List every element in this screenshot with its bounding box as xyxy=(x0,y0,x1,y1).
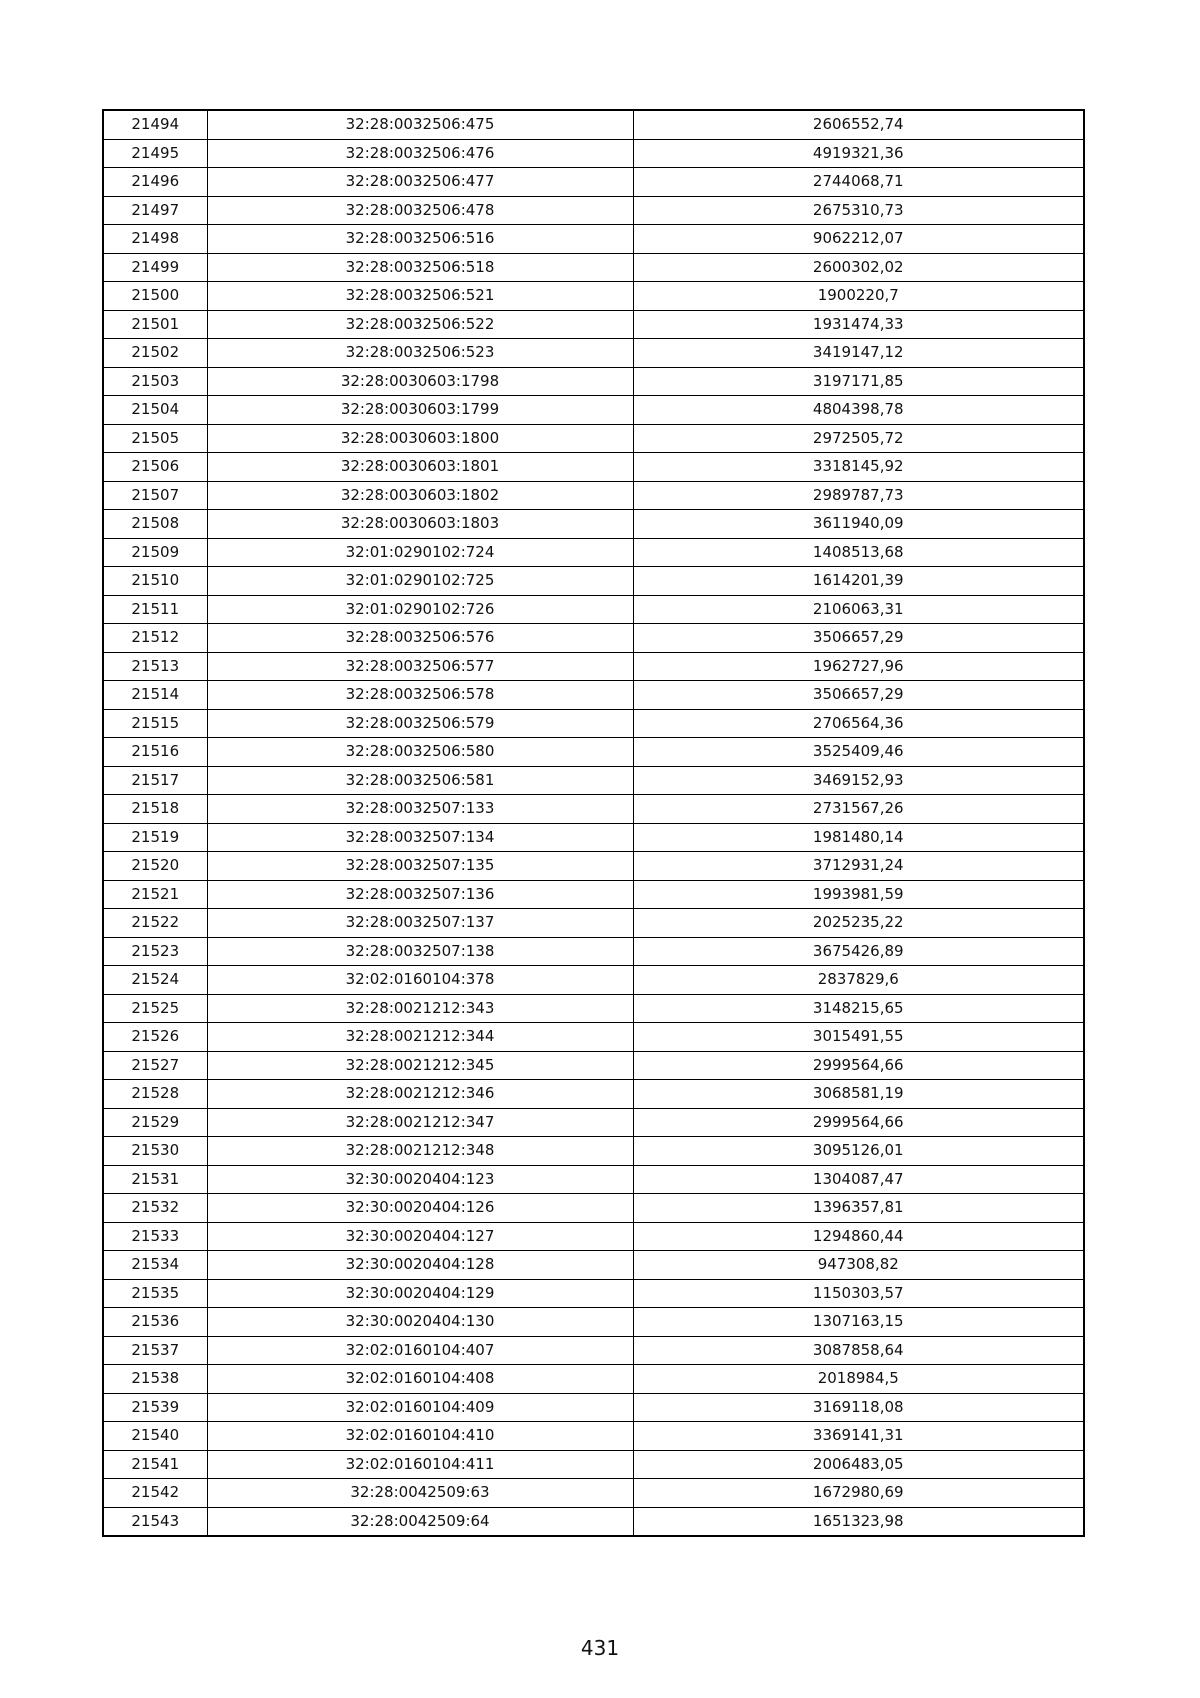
row-number-cell: 21502 xyxy=(103,339,207,368)
table-row xyxy=(103,1279,1084,1308)
table-row xyxy=(103,624,1084,653)
row-number-cell: 21525 xyxy=(103,994,207,1023)
value-cell: 1304087,47 xyxy=(633,1165,1084,1194)
cadastral-number-cell: 32:30:0020404:126 xyxy=(207,1194,633,1223)
table-row xyxy=(103,225,1084,254)
table-row xyxy=(103,110,1084,139)
cadastral-number-cell: 32:28:0032506:580 xyxy=(207,738,633,767)
value-cell: 2606552,74 xyxy=(633,110,1084,139)
cadastral-number-cell: 32:30:0020404:129 xyxy=(207,1279,633,1308)
row-number-cell: 21518 xyxy=(103,795,207,824)
cadastral-number-cell: 32:28:0030603:1798 xyxy=(207,367,633,396)
row-number-cell: 21526 xyxy=(103,1023,207,1052)
table-row xyxy=(103,367,1084,396)
row-number-cell: 21519 xyxy=(103,823,207,852)
table-row xyxy=(103,1336,1084,1365)
value-cell: 2600302,02 xyxy=(633,253,1084,282)
table-row xyxy=(103,1051,1084,1080)
value-cell: 2744068,71 xyxy=(633,168,1084,197)
table-row xyxy=(103,253,1084,282)
table-row xyxy=(103,681,1084,710)
row-number-cell: 21503 xyxy=(103,367,207,396)
cadastral-number-cell: 32:01:0290102:724 xyxy=(207,538,633,567)
value-cell: 2972505,72 xyxy=(633,424,1084,453)
table-row xyxy=(103,766,1084,795)
value-cell: 3419147,12 xyxy=(633,339,1084,368)
cadastral-number-cell: 32:28:0030603:1803 xyxy=(207,510,633,539)
table-row xyxy=(103,310,1084,339)
row-number-cell: 21537 xyxy=(103,1336,207,1365)
cadastral-number-cell: 32:28:0032506:516 xyxy=(207,225,633,254)
row-number-cell: 21543 xyxy=(103,1507,207,1536)
cadastral-number-cell: 32:28:0032507:136 xyxy=(207,880,633,909)
row-number-cell: 21515 xyxy=(103,709,207,738)
value-cell: 3675426,89 xyxy=(633,937,1084,966)
table-row xyxy=(103,1479,1084,1508)
row-number-cell: 21509 xyxy=(103,538,207,567)
row-number-cell: 21513 xyxy=(103,652,207,681)
row-number-cell: 21506 xyxy=(103,453,207,482)
row-number-cell: 21498 xyxy=(103,225,207,254)
row-number-cell: 21539 xyxy=(103,1393,207,1422)
value-cell: 2675310,73 xyxy=(633,196,1084,225)
table-row xyxy=(103,738,1084,767)
row-number-cell: 21538 xyxy=(103,1365,207,1394)
value-cell: 1672980,69 xyxy=(633,1479,1084,1508)
table-row xyxy=(103,1080,1084,1109)
cadastral-number-cell: 32:28:0032507:135 xyxy=(207,852,633,881)
table-row xyxy=(103,795,1084,824)
cadastral-number-cell: 32:28:0042509:64 xyxy=(207,1507,633,1536)
table-row xyxy=(103,1450,1084,1479)
value-cell: 3169118,08 xyxy=(633,1393,1084,1422)
value-cell: 1651323,98 xyxy=(633,1507,1084,1536)
table-row xyxy=(103,1422,1084,1451)
value-cell: 1900220,7 xyxy=(633,282,1084,311)
table-row xyxy=(103,966,1084,995)
value-cell: 3469152,93 xyxy=(633,766,1084,795)
value-cell: 3148215,65 xyxy=(633,994,1084,1023)
cadastral-number-cell: 32:28:0032506:521 xyxy=(207,282,633,311)
value-cell: 1981480,14 xyxy=(633,823,1084,852)
table-row xyxy=(103,1165,1084,1194)
value-cell: 1294860,44 xyxy=(633,1222,1084,1251)
cadastral-number-cell: 32:28:0021212:348 xyxy=(207,1137,633,1166)
row-number-cell: 21499 xyxy=(103,253,207,282)
row-number-cell: 21522 xyxy=(103,909,207,938)
cadastral-number-cell: 32:02:0160104:410 xyxy=(207,1422,633,1451)
table-row xyxy=(103,481,1084,510)
table-row xyxy=(103,1365,1084,1394)
cadastral-number-cell: 32:28:0032506:476 xyxy=(207,139,633,168)
table-row xyxy=(103,139,1084,168)
value-cell: 3068581,19 xyxy=(633,1080,1084,1109)
row-number-cell: 21510 xyxy=(103,567,207,596)
table-row xyxy=(103,538,1084,567)
table-row xyxy=(103,567,1084,596)
row-number-cell: 21540 xyxy=(103,1422,207,1451)
table-row xyxy=(103,1251,1084,1280)
cadastral-number-cell: 32:30:0020404:128 xyxy=(207,1251,633,1280)
cadastral-number-cell: 32:28:0021212:344 xyxy=(207,1023,633,1052)
row-number-cell: 21500 xyxy=(103,282,207,311)
cadastral-number-cell: 32:02:0160104:407 xyxy=(207,1336,633,1365)
row-number-cell: 21497 xyxy=(103,196,207,225)
value-cell: 1307163,15 xyxy=(633,1308,1084,1337)
table-row xyxy=(103,1308,1084,1337)
cadastral-number-cell: 32:28:0021212:343 xyxy=(207,994,633,1023)
row-number-cell: 21494 xyxy=(103,110,207,139)
value-cell: 3318145,92 xyxy=(633,453,1084,482)
table-row xyxy=(103,510,1084,539)
cadastral-number-cell: 32:02:0160104:378 xyxy=(207,966,633,995)
value-cell: 3712931,24 xyxy=(633,852,1084,881)
row-number-cell: 21514 xyxy=(103,681,207,710)
value-cell: 2106063,31 xyxy=(633,595,1084,624)
cadastral-number-cell: 32:28:0032506:578 xyxy=(207,681,633,710)
value-cell: 4919321,36 xyxy=(633,139,1084,168)
row-number-cell: 21507 xyxy=(103,481,207,510)
row-number-cell: 21536 xyxy=(103,1308,207,1337)
value-cell: 1408513,68 xyxy=(633,538,1084,567)
table-row xyxy=(103,1137,1084,1166)
row-number-cell: 21511 xyxy=(103,595,207,624)
value-cell: 3369141,31 xyxy=(633,1422,1084,1451)
value-cell: 2999564,66 xyxy=(633,1108,1084,1137)
table-row xyxy=(103,196,1084,225)
cadastral-number-cell: 32:28:0032507:137 xyxy=(207,909,633,938)
cadastral-number-cell: 32:28:0032507:134 xyxy=(207,823,633,852)
row-number-cell: 21534 xyxy=(103,1251,207,1280)
cadastral-number-cell: 32:28:0030603:1802 xyxy=(207,481,633,510)
cadastral-number-cell: 32:02:0160104:409 xyxy=(207,1393,633,1422)
value-cell: 2731567,26 xyxy=(633,795,1084,824)
table-row xyxy=(103,1222,1084,1251)
value-cell: 1962727,96 xyxy=(633,652,1084,681)
table-row xyxy=(103,168,1084,197)
value-cell: 2018984,5 xyxy=(633,1365,1084,1394)
cadastral-number-cell: 32:28:0032506:477 xyxy=(207,168,633,197)
row-number-cell: 21542 xyxy=(103,1479,207,1508)
cadastral-number-cell: 32:28:0032506:518 xyxy=(207,253,633,282)
value-cell: 2999564,66 xyxy=(633,1051,1084,1080)
row-number-cell: 21527 xyxy=(103,1051,207,1080)
table-row xyxy=(103,453,1084,482)
table-row xyxy=(103,909,1084,938)
row-number-cell: 21524 xyxy=(103,966,207,995)
page-number: 431 xyxy=(580,1636,620,1660)
value-cell: 1150303,57 xyxy=(633,1279,1084,1308)
cadastral-number-cell: 32:28:0032506:522 xyxy=(207,310,633,339)
table-row xyxy=(103,1023,1084,1052)
value-cell: 3015491,55 xyxy=(633,1023,1084,1052)
value-cell: 2837829,6 xyxy=(633,966,1084,995)
value-cell: 1396357,81 xyxy=(633,1194,1084,1223)
cadastral-number-cell: 32:02:0160104:408 xyxy=(207,1365,633,1394)
value-cell: 2006483,05 xyxy=(633,1450,1084,1479)
value-cell: 3611940,09 xyxy=(633,510,1084,539)
cadastral-number-cell: 32:01:0290102:725 xyxy=(207,567,633,596)
table-row xyxy=(103,1194,1084,1223)
value-cell: 2989787,73 xyxy=(633,481,1084,510)
table-row xyxy=(103,424,1084,453)
row-number-cell: 21521 xyxy=(103,880,207,909)
row-number-cell: 21528 xyxy=(103,1080,207,1109)
cadastral-number-cell: 32:28:0032506:581 xyxy=(207,766,633,795)
cadastral-number-cell: 32:28:0032506:577 xyxy=(207,652,633,681)
table-row xyxy=(103,595,1084,624)
row-number-cell: 21508 xyxy=(103,510,207,539)
cadastral-number-cell: 32:28:0032507:138 xyxy=(207,937,633,966)
row-number-cell: 21535 xyxy=(103,1279,207,1308)
cadastral-number-cell: 32:01:0290102:726 xyxy=(207,595,633,624)
row-number-cell: 21532 xyxy=(103,1194,207,1223)
table-row xyxy=(103,852,1084,881)
table-row xyxy=(103,880,1084,909)
table-row xyxy=(103,1507,1084,1536)
cadastral-number-cell: 32:28:0032507:133 xyxy=(207,795,633,824)
cadastral-number-cell: 32:28:0042509:63 xyxy=(207,1479,633,1508)
cadastral-number-cell: 32:30:0020404:130 xyxy=(207,1308,633,1337)
value-cell: 3197171,85 xyxy=(633,367,1084,396)
value-cell: 3506657,29 xyxy=(633,681,1084,710)
row-number-cell: 21505 xyxy=(103,424,207,453)
row-number-cell: 21533 xyxy=(103,1222,207,1251)
row-number-cell: 21516 xyxy=(103,738,207,767)
cadastral-number-cell: 32:28:0030603:1800 xyxy=(207,424,633,453)
row-number-cell: 21541 xyxy=(103,1450,207,1479)
cadastral-number-cell: 32:28:0030603:1799 xyxy=(207,396,633,425)
value-cell: 3095126,01 xyxy=(633,1137,1084,1166)
cadastral-number-cell: 32:28:0021212:347 xyxy=(207,1108,633,1137)
row-number-cell: 21529 xyxy=(103,1108,207,1137)
table-row xyxy=(103,823,1084,852)
value-cell: 2706564,36 xyxy=(633,709,1084,738)
cadastral-number-cell: 32:28:0021212:345 xyxy=(207,1051,633,1080)
table-row xyxy=(103,396,1084,425)
table-body xyxy=(103,110,1084,1536)
value-cell: 2025235,22 xyxy=(633,909,1084,938)
table-row xyxy=(103,652,1084,681)
value-cell: 3087858,64 xyxy=(633,1336,1084,1365)
row-number-cell: 21531 xyxy=(103,1165,207,1194)
row-number-cell: 21512 xyxy=(103,624,207,653)
value-cell: 1931474,33 xyxy=(633,310,1084,339)
cadastral-number-cell: 32:28:0032506:478 xyxy=(207,196,633,225)
row-number-cell: 21530 xyxy=(103,1137,207,1166)
table-row xyxy=(103,282,1084,311)
table-row xyxy=(103,1108,1084,1137)
cadastral-number-cell: 32:02:0160104:411 xyxy=(207,1450,633,1479)
table-row xyxy=(103,339,1084,368)
value-cell: 947308,82 xyxy=(633,1251,1084,1280)
cadastral-number-cell: 32:28:0032506:579 xyxy=(207,709,633,738)
table-row xyxy=(103,994,1084,1023)
value-cell: 4804398,78 xyxy=(633,396,1084,425)
cadastral-number-cell: 32:28:0030603:1801 xyxy=(207,453,633,482)
value-cell: 3525409,46 xyxy=(633,738,1084,767)
cadastral-number-cell: 32:28:0032506:523 xyxy=(207,339,633,368)
row-number-cell: 21501 xyxy=(103,310,207,339)
row-number-cell: 21517 xyxy=(103,766,207,795)
table-row xyxy=(103,937,1084,966)
cadastral-number-cell: 32:28:0021212:346 xyxy=(207,1080,633,1109)
row-number-cell: 21520 xyxy=(103,852,207,881)
value-cell: 9062212,07 xyxy=(633,225,1084,254)
row-number-cell: 21496 xyxy=(103,168,207,197)
cadastral-number-cell: 32:30:0020404:127 xyxy=(207,1222,633,1251)
cadastral-number-cell: 32:28:0032506:576 xyxy=(207,624,633,653)
table-row xyxy=(103,709,1084,738)
cadastral-number-cell: 32:28:0032506:475 xyxy=(207,110,633,139)
value-cell: 1993981,59 xyxy=(633,880,1084,909)
row-number-cell: 21495 xyxy=(103,139,207,168)
cadastral-value-table xyxy=(102,109,1085,1537)
cadastral-number-cell: 32:30:0020404:123 xyxy=(207,1165,633,1194)
row-number-cell: 21523 xyxy=(103,937,207,966)
table-row xyxy=(103,1393,1084,1422)
row-number-cell: 21504 xyxy=(103,396,207,425)
value-cell: 1614201,39 xyxy=(633,567,1084,596)
value-cell: 3506657,29 xyxy=(633,624,1084,653)
